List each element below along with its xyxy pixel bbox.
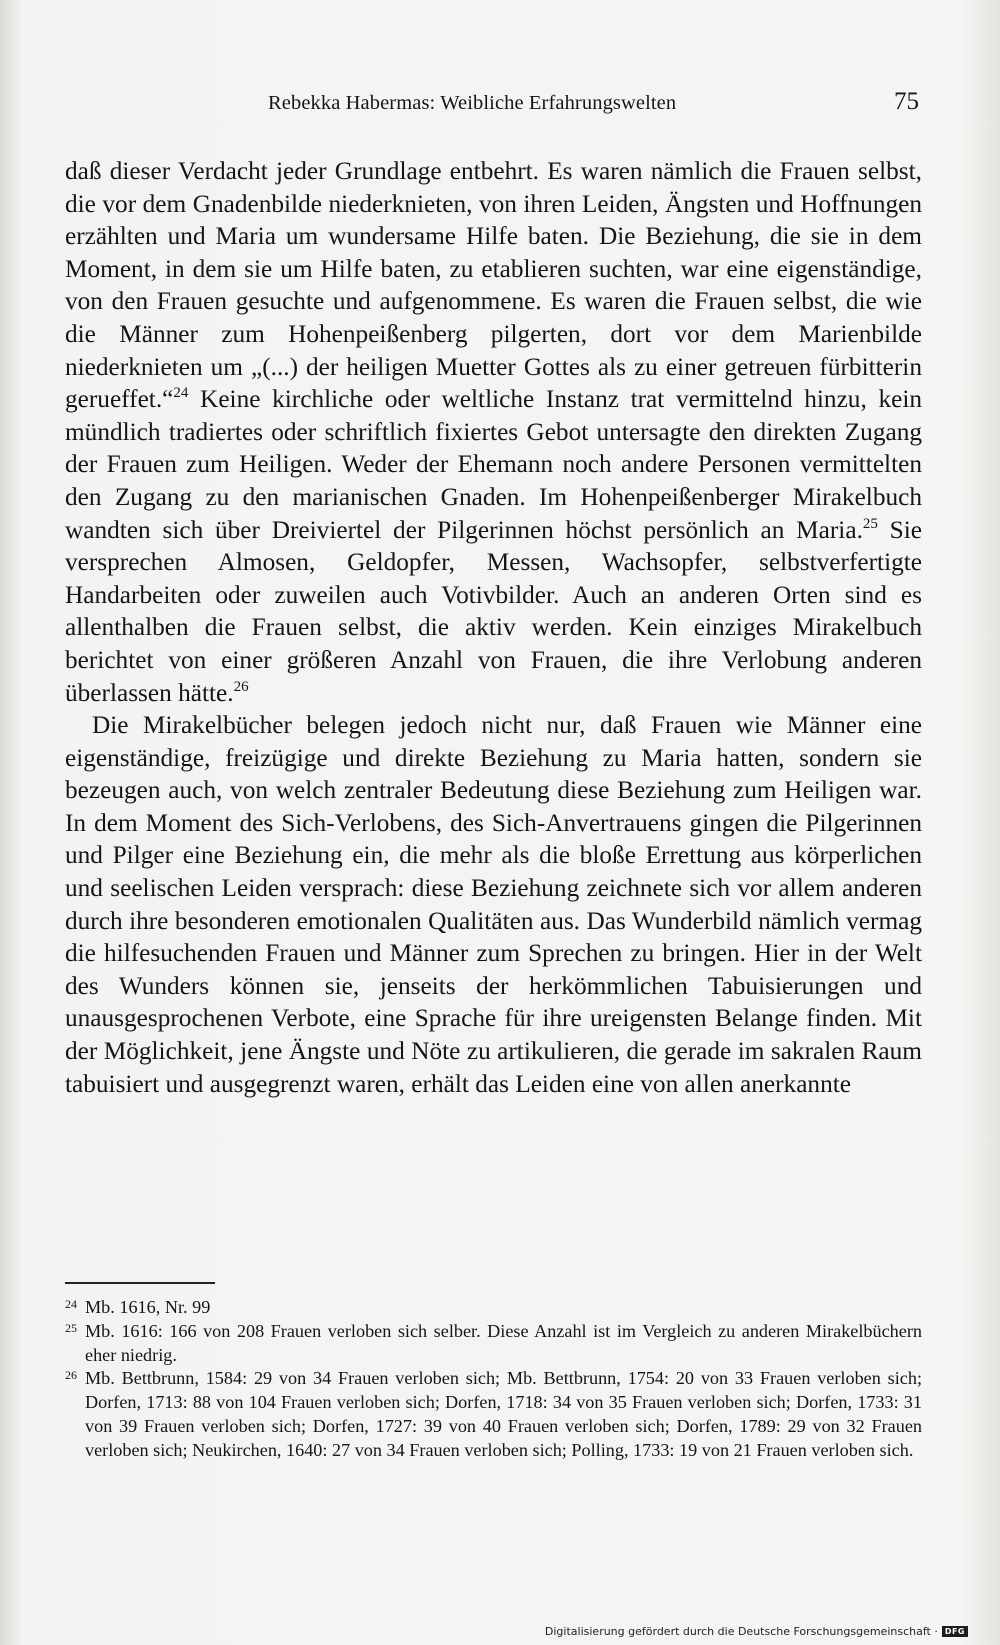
footnote-ref-25: 25 (862, 515, 878, 532)
footnote-number: 25 (65, 1320, 77, 1335)
footnote-text: Mb. 1616: 166 von 208 Frauen verloben sich selber. Diese Anzahl ist im Vergleich zu anderen Mirakelbüchern eher niedrig. (85, 1320, 922, 1365)
footnote-text: Mb. 1616, Nr. 99 (85, 1297, 211, 1317)
footnote-24 (65, 1296, 922, 1320)
paragraph-2: Die Mirakelbücher belegen jedoch nicht nur, daß Frauen wie Männer eine eigenständige, freizügige und direkte Beziehung zu Maria hatten, sondern sie bezeugen auch, von welch zentraler Bedeutung diese Beziehung zum Heiligen war. In dem Moment des Sich-Verlobens, des Sich-Anvertrauens gingen die Pilgerinnen und Pilger eine Beziehung ein, die mehr als die bloße Errettung aus körperlichen und seelischen Leiden versprach: diese Beziehung zeichnete sich vor allem anderen durch ihre besonderen emotionalen Qualitäten aus. Das Wunderbild nämlich vermag die hilfesuchenden Frauen und Männer zum Sprechen zu bringen. Hier in der Welt des Wunders können sie, jenseits der herkömmlichen Tabuisierungen und unausgesprochenen Verbote, eine Sprache für ihre ureigensten Belange finden. Mit der Möglichkeit, jene Ängste und Nöte zu artikulieren, die gerade im sakralen Raum tabuisiert und ausgegrenzt waren, erhält das Leiden eine von allen anerkannte (65, 711, 922, 1098)
footnote-ref-26: 26 (233, 678, 249, 695)
footnote-26 (65, 1367, 922, 1462)
digitization-credit (545, 1625, 968, 1638)
main-text (65, 155, 922, 1100)
text-segment: Keine kirchliche oder weltliche Instanz trat vermittelnd hinzu, kein mündlich tradiertes oder schriftlich fixiertes Gebot untersagte den direkten Zugang der Frauen zum Heiligen. Weder der Ehemann noch andere Personen vermittelten den Zugang zu den marianischen Gnaden. Im Hohenpeißenberger Mirakelbuch wandten sich über Dreiviertel der Pilgerinnen höchst persönlich an Maria. (65, 385, 922, 544)
dfg-logo: DFG (942, 1626, 968, 1637)
footnote-divider (65, 1282, 215, 1284)
footnote-text: Mb. Bettbrunn, 1584: 29 von 34 Frauen verloben sich; Mb. Bettbrunn, 1754: 20 von 33 Frauen verloben sich; Dorfen, 1713: 88 von 104 Frauen verloben sich; Dorfen, 1718: 34 von 35 Frauen verloben sich; Dorfen, 1733: 31 von 39 Frauen verloben sich; Dorfen, 1727: 39 von 40 Frauen verloben sich; Dorfen, 1789: 29 von 32 Frauen verloben sich; Neukirchen, 1640: 27 von 34 Frauen verloben sich; Polling, 1733: 19 von 21 Frauen verloben sich. (85, 1368, 922, 1460)
text-segment: daß dieser Verdacht jeder Grundlage entbehrt. Es waren nämlich die Frauen selbst, die vor dem Gnadenbilde niederknieten, von ihren Leiden, Ängsten und Hoffnungen erzählten und Maria um wundersame Hilfe baten. Die Beziehung, die sie in dem Moment, in dem sie um Hilfe baten, zu etablieren suchten, war eine eigenständige, von den Frauen gesuchte und aufgenommene. Es waren die Frauen selbst, die wie die Männer zum Hohenpeißenberg pilgerten, dort vor dem Marienbilde niederknieten um „(...) der heiligen Muetter Gottes als zu einer getreuen fürbitterin gerueffet.“ (65, 157, 922, 414)
credit-text: Digitalisierung gefördert durch die Deutsche Forschungsgemeinschaft · (544, 1625, 938, 1638)
footnote-25 (65, 1320, 922, 1368)
text-segment: Sie versprechen Almosen, Geldopfer, Messen, Wachsopfer, selbstverfertigte Handarbeiten oder zuweilen auch Votivbilder. Auch an anderen Orten sind es allenthalben die Frauen selbst, die aktiv werden. Kein einziges Mirakelbuch berichtet von einer größeren Anzahl von Frauen, die ihre Verlobung anderen überlassen hätte. (65, 515, 923, 707)
footnote-number: 26 (65, 1368, 77, 1383)
paragraph-1 (65, 155, 922, 709)
footnotes (65, 1296, 922, 1463)
running-head: Rebekka Habermas: Weibliche Erfahrungswelten (268, 92, 677, 114)
page-number: 75 (894, 88, 919, 115)
footnote-ref-24: 24 (173, 385, 189, 402)
footnote-number: 24 (65, 1297, 77, 1311)
